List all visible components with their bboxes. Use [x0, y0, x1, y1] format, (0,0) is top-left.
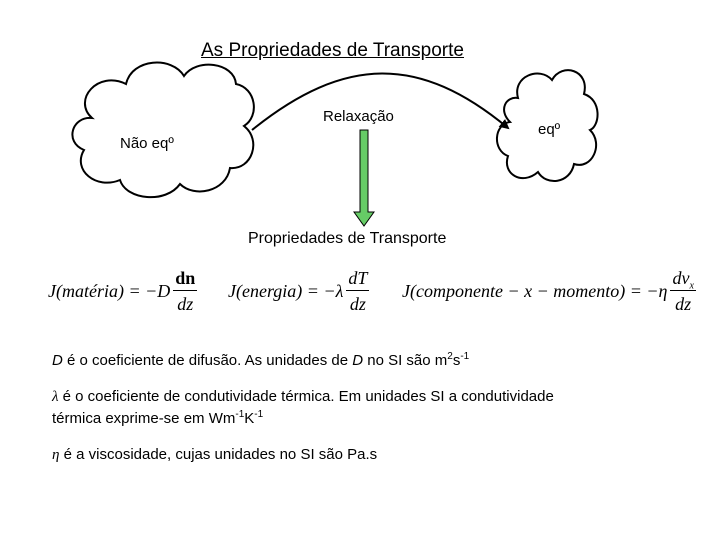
equation-matter-den: dz: [177, 294, 194, 314]
equation-momentum-num-sub: x: [689, 280, 694, 292]
paragraph-diffusion: D é o coeficiente de difusão. As unidades de D no SI são $m^2s^{-1}$: [52, 351, 470, 369]
equation-momentum: [402, 262, 696, 320]
equation-matter-num: dn: [173, 269, 197, 291]
page-title: As Propriedades de Transporte: [201, 40, 464, 61]
symbol-d: D: [52, 352, 63, 369]
equation-momentum-num-main: dv: [672, 268, 690, 288]
equation-energy-num: dT: [346, 269, 369, 291]
paragraph-conductivity: λ é o coeficiente de condutividade térmica. Em unidades SI a condutividade térmica exprime-se em $Wm^{-1}K^{-1}$: [52, 388, 554, 427]
equation-matter-lhs: J(matéria) = −D: [48, 280, 171, 301]
arc-label: Relaxação: [323, 108, 394, 125]
equation-energy-lhs: J(energia) = −λ: [228, 280, 344, 301]
paragraph-viscosity: η é a viscosidade, cujas unidades no SI são Pa.s: [52, 446, 378, 463]
equation-energy-fraction: [346, 269, 369, 313]
symbol-lambda: λ: [52, 389, 59, 405]
cloud-left-label: Não eqº: [120, 135, 174, 152]
cloud-right-label: eqº: [538, 121, 561, 138]
equation-momentum-den: dz: [675, 294, 692, 314]
down-arrow-label: Propriedades de Transporte: [248, 230, 447, 247]
cloud-left: [72, 63, 253, 198]
equation-momentum-lhs: J(componente − x − momento) = −η: [402, 280, 668, 301]
equation-matter: [48, 262, 197, 320]
down-arrow: [354, 130, 374, 226]
relaxation-diagram: [0, 0, 720, 262]
equation-energy: [228, 262, 369, 320]
symbol-eta: η: [52, 447, 60, 463]
equation-energy-den: dz: [349, 294, 366, 314]
equation-momentum-num: [670, 269, 695, 291]
symbol-d-2: D: [352, 352, 364, 369]
equation-matter-fraction: [173, 269, 197, 313]
equation-momentum-fraction: [670, 269, 695, 313]
